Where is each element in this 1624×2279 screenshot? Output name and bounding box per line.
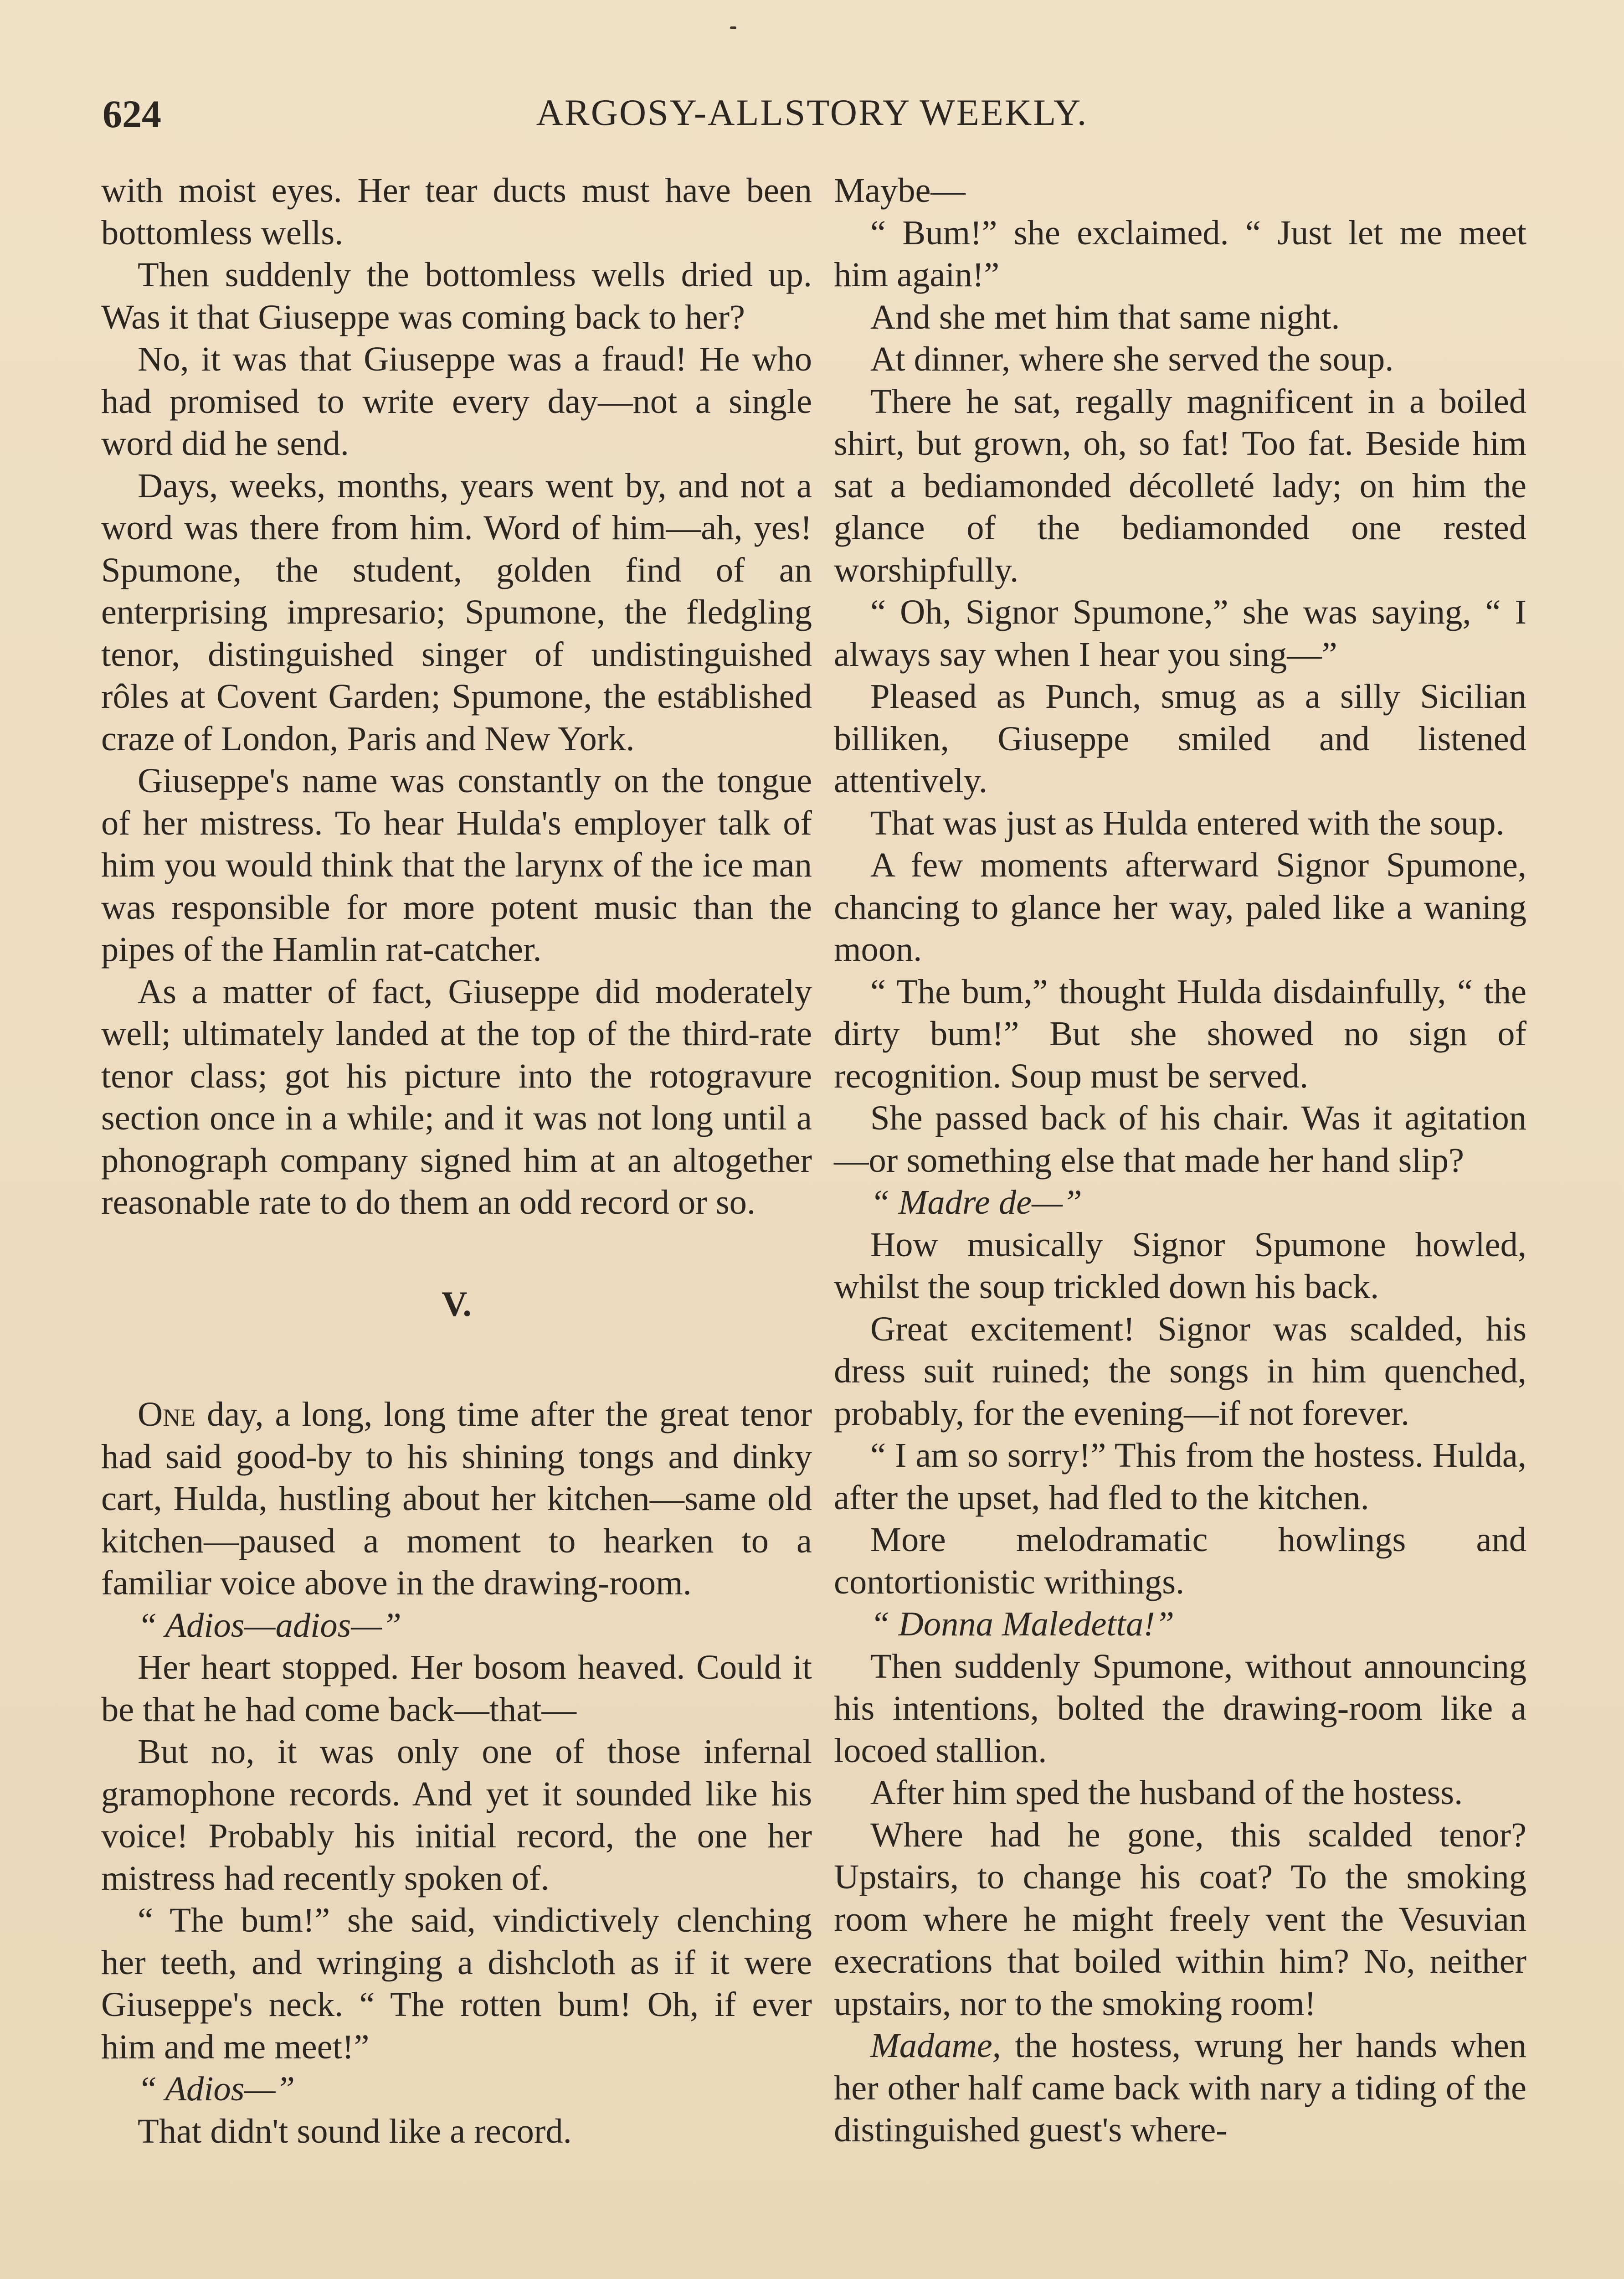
section-first-word: One: [138, 1395, 196, 1433]
paragraph: Pleased as Punch, smug as a silly Sicilian billiken, Giuseppe smiled and listened attentively.: [834, 677, 1526, 800]
paragraph: “ Bum!” she exclaimed. “ Just let me meet him again!”: [834, 213, 1526, 294]
paragraph: A few moments afterward Signor Spumone, chancing to glance her way, paled like a waning moon.: [834, 846, 1526, 969]
page-number: 624: [103, 92, 161, 136]
paragraph: Maybe—: [834, 171, 966, 210]
paragraph: No, it was that Giuseppe was a fraud! He who had promised to write every day—not a single word did he send.: [101, 340, 812, 463]
paragraph: “ I am so sorry!” This from the hostess. Hulda, after the upset, had fled to the kitchen.: [834, 1436, 1526, 1517]
paragraph: “ The bum!” she said, vindictively clenching her teeth, and wringing a dishcloth as if it were Giuseppe's neck. “ The rotten bum! Oh, if ever him and me meet!”: [101, 1901, 812, 2066]
paragraph: Her heart stopped. Her bosom heaved. Could it be that he had come back—that—: [101, 1648, 812, 1729]
paragraph: [101, 1393, 812, 1604]
paragraph: [834, 2025, 1526, 2151]
quoted-line: “ Adios—”: [138, 2069, 295, 2108]
quoted-line: “ Donna Maledetta!”: [870, 1604, 1175, 1643]
quoted-line: “ Adios—adios—”: [138, 1605, 401, 1645]
paragraph: Where had he gone, this scalded tenor? Upstairs, to change his coat? To the smoking room where he might freely vent the Vesuvian execrations that boiled within him? No, neither upstairs, nor to the smoking room!: [834, 1815, 1526, 2023]
paragraph: Days, weeks, months, years went by, and not a word was there from him. Word of him—ah, yes! Spumone, the student, golden find of an enterprising impresario; Spumone, the fledgling tenor, distinguished singer of undistinguished rôles at Covent Garden; Spumone, the established craze of London, Paris and New York.: [101, 466, 812, 758]
paragraph: Great excitement! Signor was scalded, his dress suit ruined; the songs in him quenched, probably, for the evening—if not forever.: [834, 1309, 1526, 1433]
paragraph: “ The bum,” thought Hulda disdainfully, “ the dirty bum!” But she showed no sign of recognition. Soup must be served.: [834, 972, 1526, 1095]
paragraph: As a matter of fact, Giuseppe did moderately well; ultimately landed at the top of the third-rate tenor class; got his picture into the rotogravure section once in a while; and it was not long until a phonograph company signed him at an altogether reasonable rate to do them an odd record or so.: [101, 972, 812, 1222]
section-heading: V.: [442, 1284, 472, 1324]
ink-speck: [730, 26, 736, 29]
running-title: ARGOSY-ALLSTORY WEEKLY.: [536, 92, 1088, 133]
paragraph: Then suddenly the bottomless wells dried up. Was it that Giuseppe was coming back to her?: [101, 255, 812, 336]
paragraph: That didn't sound like a record.: [138, 2111, 572, 2150]
paragraph: How musically Signor Spumone howled, whilst the soup trickled down his back.: [834, 1225, 1526, 1306]
paragraph: After him sped the husband of the hostess.: [870, 1773, 1463, 1812]
paragraph: There he sat, regally magnificent in a boiled shirt, but grown, oh, so fat! Too fat. Beside him sat a bediamonded décolleté lady; on him the glance of the bediamonded one rested worshipfully.: [834, 382, 1526, 589]
paragraph: More melodramatic howlings and contortionistic writhings.: [834, 1520, 1526, 1601]
italic-word: Madame,: [870, 2026, 1001, 2065]
paragraph: She passed back of his chair. Was it agitation—or something else that made her hand slip?: [834, 1098, 1526, 1180]
quoted-line: “ Madre de—”: [870, 1183, 1082, 1222]
paragraph: Giuseppe's name was constantly on the tongue of her mistress. To hear Hulda's employer talk of him you would think that the larynx of the ice man was responsible for more potent music than the pipes of the Hamlin rat-catcher.: [101, 761, 812, 969]
paragraph: “ Oh, Signor Spumone,” she was saying, “ I always say when I hear you sing—”: [834, 593, 1526, 674]
paragraph: That was just as Hulda entered with the soup.: [870, 803, 1505, 842]
page-header: [103, 91, 1521, 146]
paragraph-text: day, a long, long time after the great tenor had said good-by to his shining tongs and dinky cart, Hulda, hustling about her kitchen—same old kitchen—paused a moment to hearken to a familiar voice above in the drawing-room.: [101, 1395, 812, 1602]
paragraph: But no, it was only one of those infernal gramophone records. And yet it sounded like his voice! Probably his initial record, the one her mistress had recently spoken of.: [101, 1732, 812, 1897]
right-column: [834, 170, 1526, 2151]
paragraph: And she met him that same night.: [870, 297, 1340, 336]
paragraph: with moist eyes. Her tear ducts must have been bottomless wells.: [101, 171, 812, 252]
paragraph-text: the hostess, wrung her hands when her other half came back with nary a tiding of the distinguished guest's where-: [834, 2026, 1526, 2149]
left-column: [101, 170, 812, 2152]
paragraph: Then suddenly Spumone, without announcing his intentions, bolted the drawing-room like a locoed stallion.: [834, 1646, 1526, 1770]
paragraph: At dinner, where she served the soup.: [870, 340, 1394, 378]
